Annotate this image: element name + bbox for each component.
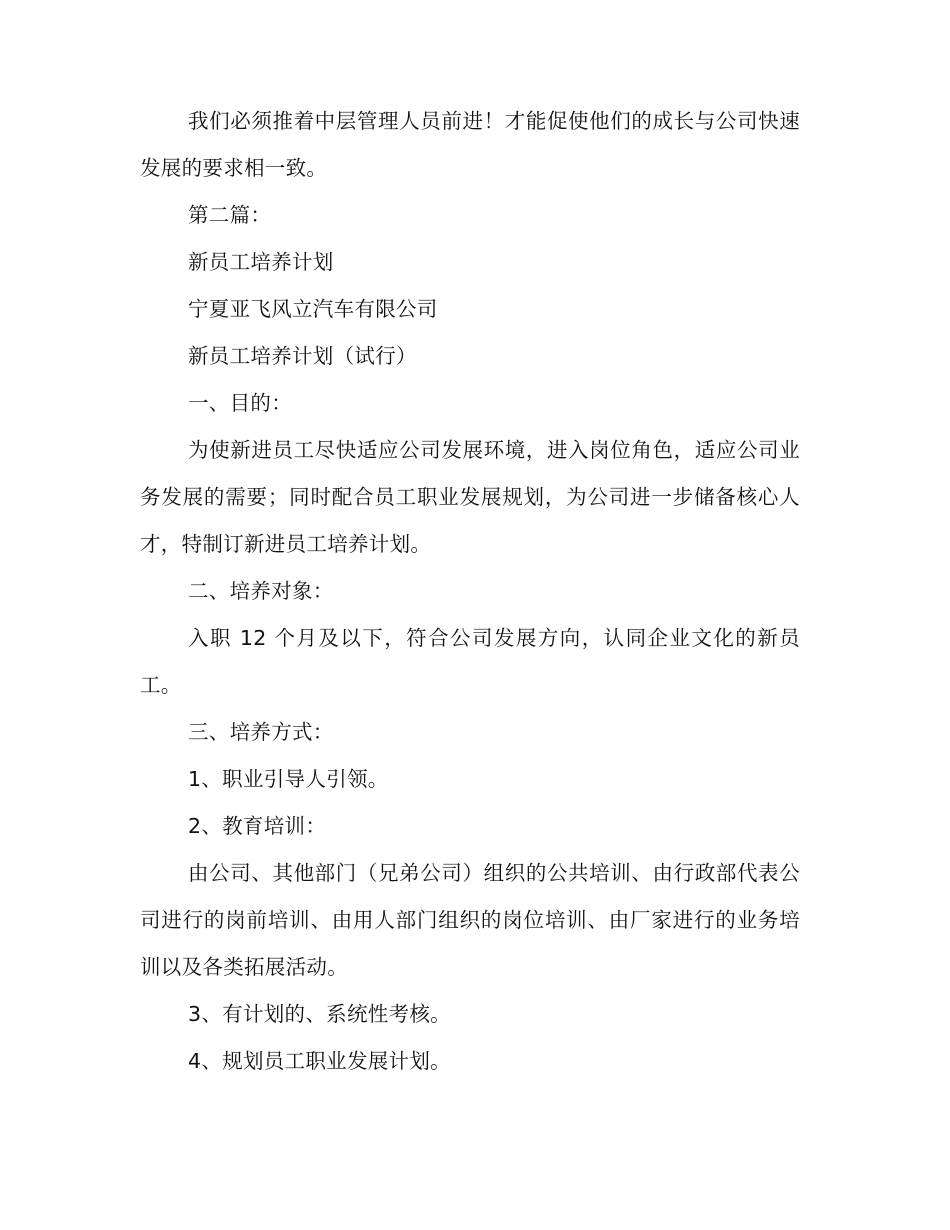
plan-title: 新员工培养计划（试行） (188, 344, 417, 368)
heading-purpose: 一、目的： (188, 391, 292, 415)
list-item-career-plan: 4、规划员工职业发展计划。 (188, 1049, 451, 1073)
document-page (140, 98, 800, 1085)
heading-methods: 三、培养方式： (188, 720, 334, 744)
paragraph-training: 由公司、其他部门（兄弟公司）组织的公共培训、由行政部代表公司进行的岗前培训、由用人部门组织的岗位培训、由厂家进行的业务培训以及各类拓展活动。 (140, 861, 800, 979)
paragraph-purpose: 为使新进员工尽快适应公司发展环境，进入岗位角色，适应公司业务发展的需要；同时配合员工职业发展规划，为公司进一步储备核心人才，特制订新进员工培养计划。 (140, 438, 800, 556)
list-item-assessment: 3、有计划的、系统性考核。 (188, 1002, 451, 1026)
company-name: 宁夏亚飞风立汽车有限公司 (188, 297, 438, 321)
paragraph-target: 入职 12 个月及以下，符合公司发展方向，认同企业文化的新员工。 (140, 626, 800, 697)
list-item-mentor: 1、职业引导人引领。 (188, 767, 389, 791)
section-heading-part-two: 第二篇： (188, 203, 272, 227)
heading-target: 二、培养对象： (188, 579, 334, 603)
list-item-training: 2、教育培训： (188, 814, 327, 838)
document-title: 新员工培养计划 (188, 250, 334, 274)
paragraph-intro: 我们必须推着中层管理人员前进！才能促使他们的成长与公司快速发展的要求相一致。 (140, 109, 800, 180)
